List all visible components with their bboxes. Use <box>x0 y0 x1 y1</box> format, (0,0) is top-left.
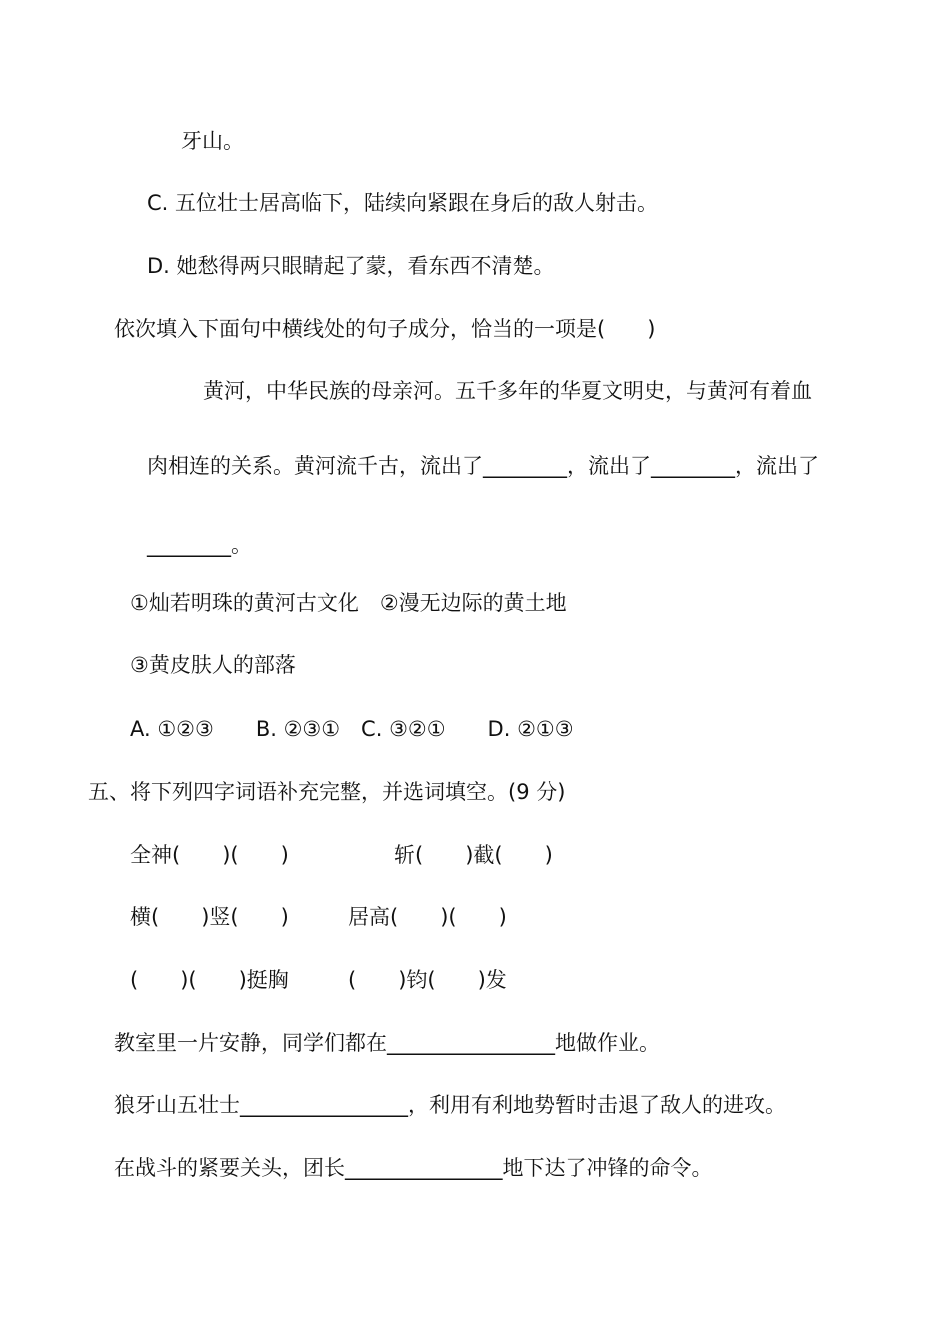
answer-options: A. ①②③ B. ②③① C. ③②① D. ②①③ <box>130 717 574 741</box>
idiom-6: ( )钧( )发 <box>348 968 507 992</box>
idiom-1: 全神( )( ) <box>130 843 289 867</box>
option-b-continuation: 牙山。 <box>181 129 244 153</box>
idiom-5: ( )( )挺胸 <box>130 968 289 992</box>
idiom-3: 横( )竖( ) <box>130 905 289 929</box>
section-five-heading: 五、将下列四字词语补充完整，并选词填空。(9 分) <box>88 780 566 804</box>
fill-sentence-2: 狼牙山五壮士________________，利用有利地势暂时击退了敌人的进攻。 <box>114 1093 786 1117</box>
choice-items-2: ③黄皮肤人的部落 <box>130 653 296 677</box>
passage-line-3: ________。 <box>147 533 252 557</box>
fill-sentence-3: 在战斗的紧要关头，团长_______________地下达了冲锋的命令。 <box>114 1156 713 1180</box>
fill-sentence-1: 教室里一片安静，同学们都在________________地做作业。 <box>114 1031 660 1055</box>
passage-line-2: 肉相连的关系。黄河流千古，流出了________，流出了________，流出了 <box>147 454 819 478</box>
idiom-4: 居高( )( ) <box>348 905 507 929</box>
passage-line-1: 黄河，中华民族的母亲河。五千多年的华夏文明史，与黄河有着血 <box>203 379 812 403</box>
choice-items-1: ①灿若明珠的黄河古文化 ②漫无边际的黄土地 <box>130 591 567 615</box>
question-prompt: 依次填入下面句中横线处的句子成分，恰当的一项是( ) <box>114 317 656 341</box>
option-c: C. 五位壮士居高临下，陆续向紧跟在身后的敌人射击。 <box>147 191 659 215</box>
option-d: D. 她愁得两只眼睛起了蒙，看东西不清楚。 <box>147 254 555 278</box>
idiom-2: 斩( )截( ) <box>394 843 553 867</box>
